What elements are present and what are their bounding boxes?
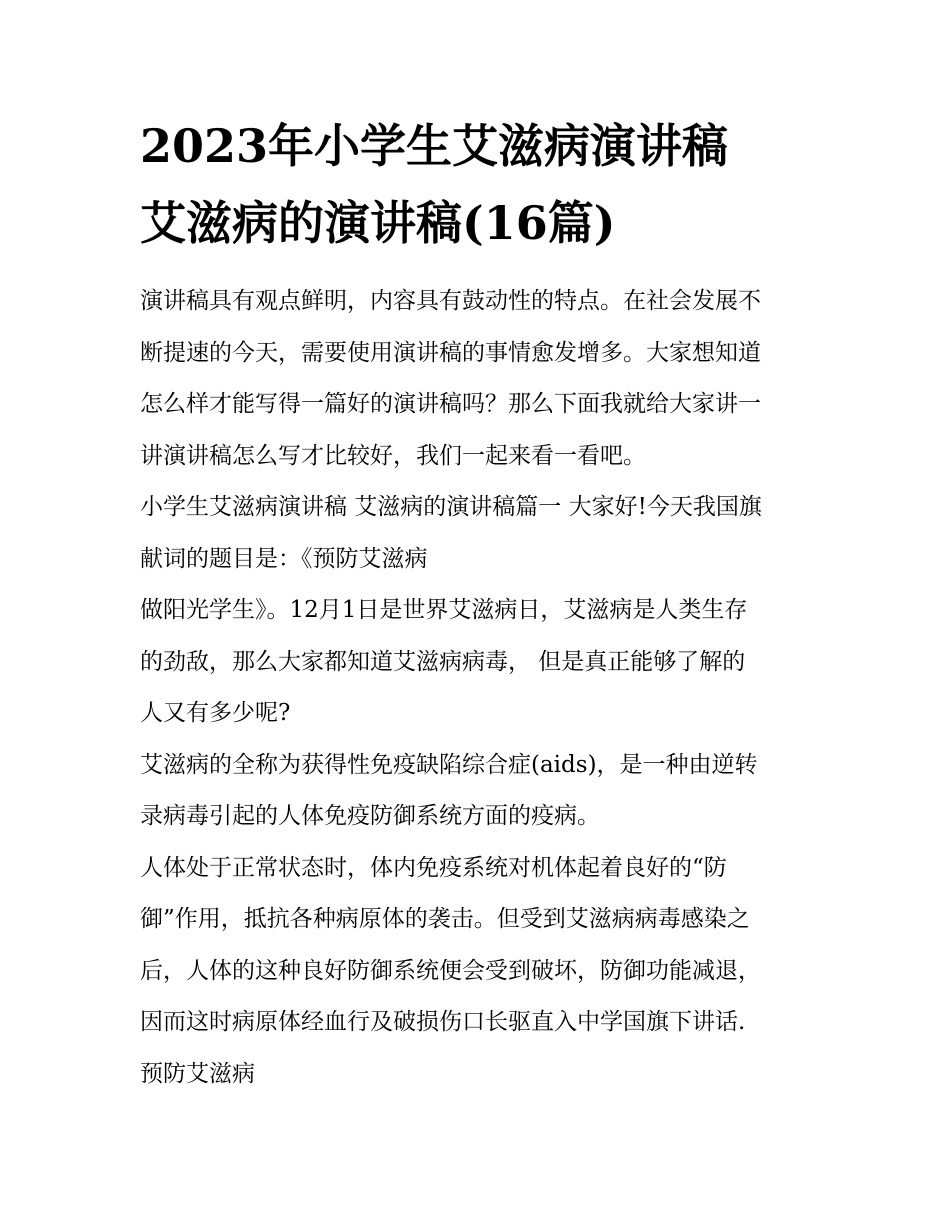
body-line: 预防艾滋病 [140,1060,255,1087]
body-line: 献词的题目是：《预防艾滋病 [140,545,428,572]
body-line: 人又有多少呢? [140,700,291,726]
body-line: 艾滋病的全称为获得性免疫缺陷综合症(aids)，是一种由逆转 [140,751,758,778]
body-line: 断提速的今天，需要使用演讲稿的事情愈发增多。大家想知道 [140,339,761,366]
document-title-line-1: 2023年小学生艾滋病演讲稿 [140,119,729,173]
body-line: 怎么样才能写得一篇好的演讲稿吗？那么下面我就给大家讲一 [140,391,761,417]
body-line: 人体处于正常状态时，体内免疫系统对机体起着良好的“防 [140,854,727,881]
body-line: 小学生艾滋病演讲稿 艾滋病的演讲稿篇一 大家好!今天我国旗 [140,494,762,520]
body-line: 讲演讲稿怎么写才比较好，我们一起来看一看吧。 [140,442,646,469]
body-line: 后，人体的这种良好防御系统便会受到破坏，防御功能减退， [140,957,761,984]
body-line: 演讲稿具有观点鲜明，内容具有鼓动性的特点。在社会发展不 [140,288,761,314]
document-title-line-2: 艾滋病的演讲稿(16篇) [140,196,616,250]
body-line: 因而这时病原体经血行及破损伤口长驱直入中学国旗下讲话. [140,1009,746,1035]
body-line: 的劲敌，那么大家都知道艾滋病病毒， 但是真正能够了解的 [140,648,746,675]
body-line: 御”作用，抵抗各种病原体的袭击。但受到艾滋病病毒感染之 [140,906,750,932]
document-body [140,276,820,1100]
body-line: 做阳光学生》。12月1日是世界艾滋病日，艾滋病是人类生存 [140,597,748,623]
body-line: 录病毒引起的人体免疫防御系统方面的疫病。 [140,803,600,829]
